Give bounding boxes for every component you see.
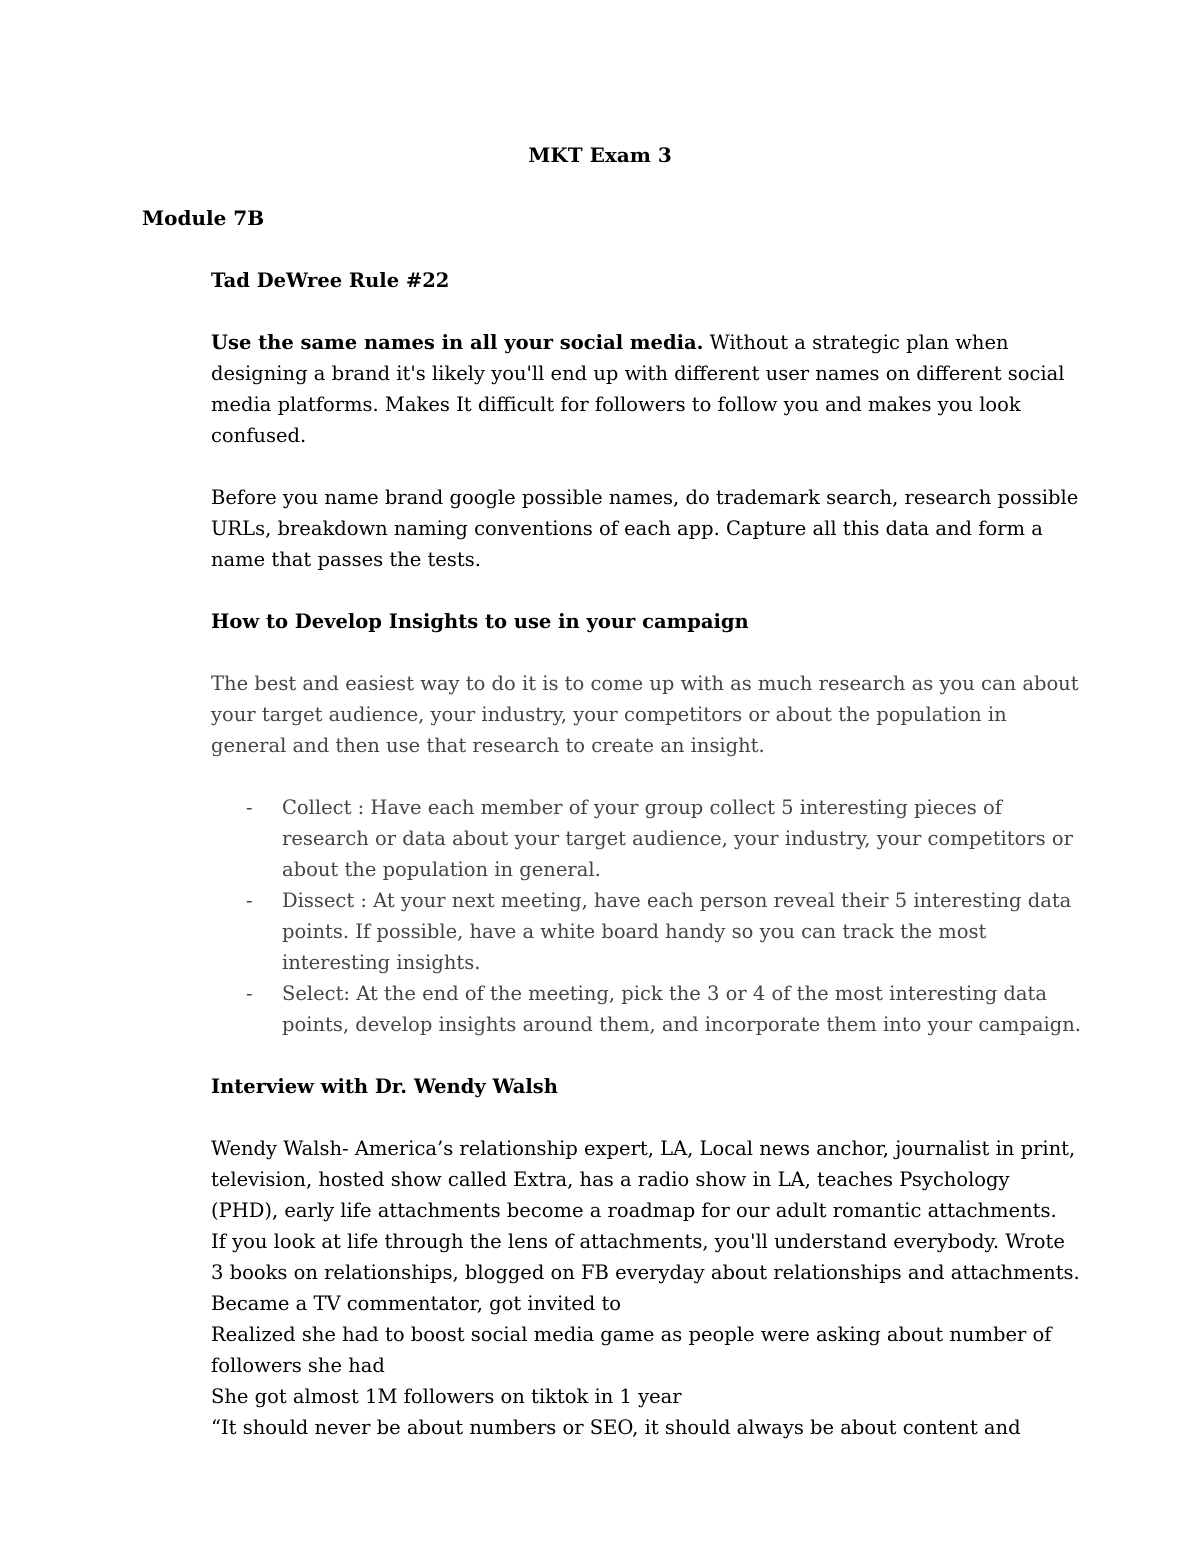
module-heading: Module 7B bbox=[142, 206, 265, 230]
list-dash: - bbox=[246, 796, 253, 819]
list-item-text: Collect : Have each member of your group collect 5 interesting pieces of research or data about your target audience, your industry, your competitors or about the population in general. bbox=[282, 796, 1073, 881]
interview-line: If you look at life through the lens of attachments, you'll understand everybody. Wrote 3 books on relationships, blogged on FB everyday about relationships and attachments. bbox=[211, 1230, 1080, 1284]
rule-paragraph bbox=[211, 327, 1081, 451]
interview-line: Wendy Walsh- America’s relationship expert, LA, Local news anchor, journalist in print, television, hosted show called Extra, has a radio show in LA, teaches Psychology (PHD), early life attachments become a roadmap for our adult romantic attachments. bbox=[211, 1137, 1076, 1222]
list-item-text: Select: At the end of the meeting, pick the 3 or 4 of the most interesting data points, develop insights around them, and incorporate them into your campaign. bbox=[282, 982, 1081, 1036]
list-item-text: Dissect : At your next meeting, have each person reveal their 5 interesting data points. If possible, have a white board handy so you can track the most interesting insights. bbox=[282, 889, 1072, 974]
list-dash: - bbox=[246, 889, 253, 912]
rule-heading: Tad DeWree Rule #22 bbox=[211, 269, 450, 292]
interview-line: Realized she had to boost social media game as people were asking about number of followers she had bbox=[211, 1323, 1052, 1377]
insights-intro: The best and easiest way to do it is to come up with as much research as you can about your target audience, your industry, your competitors or about the population in general and then use that research to create an insight. bbox=[211, 672, 1079, 757]
interview-line: “It should never be about numbers or SEO, it should always be about content and bbox=[211, 1416, 1021, 1439]
rule-bold-lead: Use the same names in all your social media. bbox=[211, 331, 704, 354]
insights-steps-list bbox=[211, 792, 1081, 1040]
interview-heading: Interview with Dr. Wendy Walsh bbox=[211, 1075, 558, 1098]
interview-line: Became a TV commentator, got invited to bbox=[211, 1292, 622, 1315]
list-item bbox=[211, 978, 1081, 1040]
document-body bbox=[211, 265, 1081, 1443]
list-item bbox=[211, 792, 1081, 885]
interview-line: She got almost 1M followers on tiktok in 1 year bbox=[211, 1385, 682, 1408]
list-dash: - bbox=[246, 982, 253, 1005]
document-title: MKT Exam 3 bbox=[528, 143, 672, 167]
list-item bbox=[211, 885, 1081, 978]
rule-paragraph-2: Before you name brand google possible names, do trademark search, research possible URLs, breakdown naming conventions of each app. Capture all this data and form a name that passes the tests. bbox=[211, 486, 1079, 571]
insights-heading: How to Develop Insights to use in your campaign bbox=[211, 610, 749, 633]
rule-body: Without a strategic plan when designing a brand it's likely you'll end up with different user names on different social media platforms. Makes It difficult for followers to follow you and makes you look confused. bbox=[211, 331, 1065, 447]
